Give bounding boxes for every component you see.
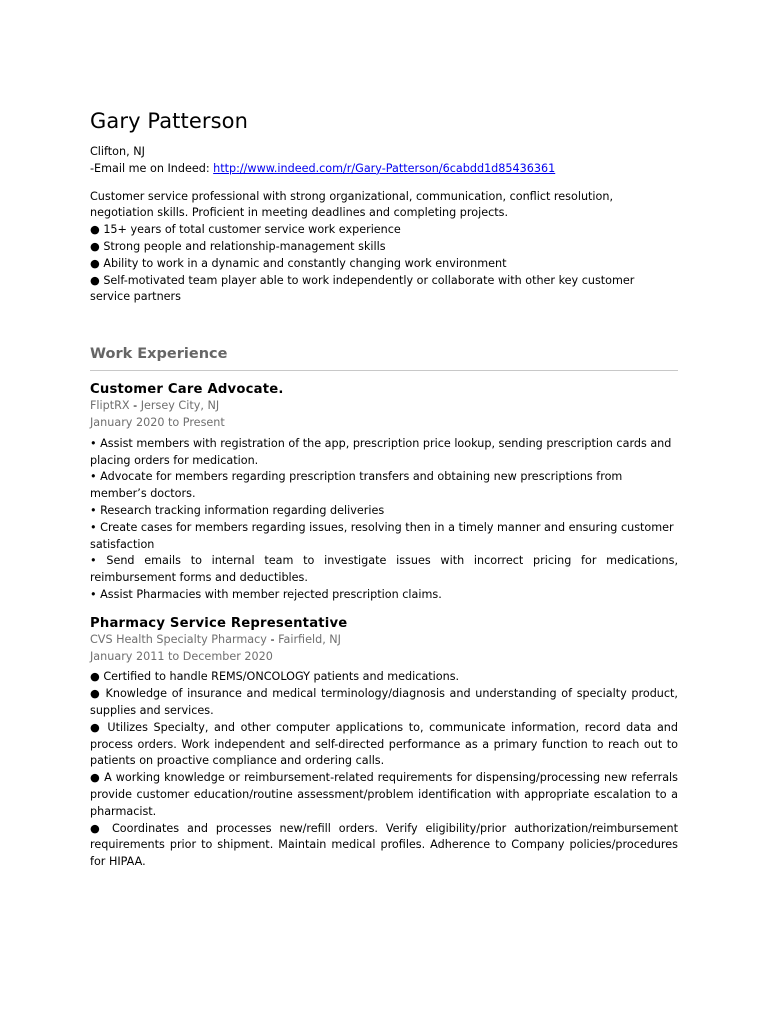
section-title-work-experience: Work Experience <box>90 346 228 363</box>
job-company: CVS Health Specialty Pharmacy <box>90 632 267 646</box>
summary-section <box>90 189 678 307</box>
job-detail-item: ● Utilizes Specialty, and other computer applications to, communicate information, record data and process orders. Work independent and self-directed performance as a primary function to reach out to patients on proactive compliance and ordering calls. <box>90 720 678 768</box>
job-dates: January 2011 to December 2020 <box>90 649 273 663</box>
job-detail-item: • Create cases for members regarding issues, resolving then in a timely manner and ensuring customer satisfaction <box>90 520 674 551</box>
job-details <box>90 436 678 604</box>
candidate-name: Gary Patterson <box>90 109 248 133</box>
summary-bullet: ● 15+ years of total customer service work experience <box>90 223 401 237</box>
job-dates: January 2020 to Present <box>90 415 225 429</box>
job-company-line <box>90 632 678 649</box>
summary-bullet: ● Strong people and relationship-management skills <box>90 239 386 253</box>
job-detail-item: • Assist Pharmacies with member rejected prescription claims. <box>90 587 442 601</box>
summary-bullet: ● Ability to work in a dynamic and constantly changing work environment <box>90 256 507 270</box>
candidate-location: Clifton, NJ <box>90 145 145 158</box>
job-location: Fairfield, NJ <box>278 632 341 646</box>
email-prefix: -Email me on Indeed: <box>90 161 214 175</box>
job-entry <box>90 615 678 871</box>
job-detail-item: • Advocate for members regarding prescription transfers and obtaining new prescriptions from member’s doctors. <box>90 470 623 501</box>
job-title: Pharmacy Service Representative <box>90 615 348 631</box>
job-entry <box>90 381 678 604</box>
job-details <box>90 669 678 871</box>
indeed-profile-link[interactable]: http://www.indeed.com/r/Gary-Patterson/6cabdd1d85436361 <box>213 161 556 175</box>
job-separator: - <box>266 632 279 646</box>
job-detail-item: ● Coordinates and processes new/refill orders. Verify eligibility/prior authorization/reimbursement requirements prior to shipment. Maintain medical profiles. Adherence to Company policies/procedures for HIPAA. <box>90 821 678 869</box>
job-detail-item: • Send emails to internal team to investigate issues with incorrect pricing for medications, reimbursement forms and deductibles. <box>90 554 678 585</box>
summary-bullet: ● Self-motivated team player able to work independently or collaborate with other key customer service partners <box>90 273 635 304</box>
job-detail-item: • Research tracking information regarding deliveries <box>90 503 385 517</box>
job-location: Jersey City, NJ <box>140 399 220 413</box>
job-title: Customer Care Advocate. <box>90 382 284 398</box>
summary-intro: Customer service professional with strong organizational, communication, conflict resolution, negotiation skills. Proficient in meeting deadlines and completing projects. <box>90 189 614 220</box>
job-company-line <box>90 398 678 415</box>
job-detail-item: • Assist members with registration of the app, prescription price lookup, sending prescription cards and placing orders for medication. <box>90 436 672 467</box>
job-detail-item: ● A working knowledge or reimbursement-related requirements for dispensing/processing new referrals provide customer education/routine assessment/problem identification with appropriate escalation to a pharmacist. <box>90 771 678 818</box>
job-detail-item: ● Knowledge of insurance and medical terminology/diagnosis and understanding of specialty product, supplies and services. <box>90 687 678 717</box>
work-experience-section <box>90 345 678 871</box>
job-company: FliptRX <box>90 399 130 413</box>
job-separator: - <box>129 399 141 413</box>
resume-header <box>90 108 678 178</box>
section-divider <box>90 370 678 371</box>
email-line <box>90 161 678 178</box>
job-detail-item: ● Certified to handle REMS/ONCOLOGY patients and medications. <box>90 670 460 684</box>
